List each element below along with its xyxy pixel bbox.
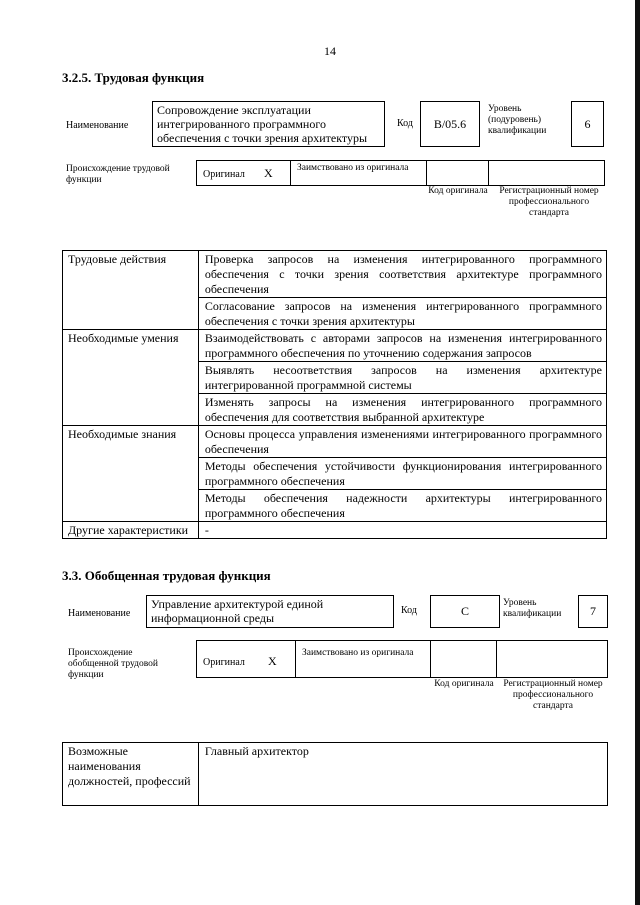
borrowed-label-33: Заимствовано из оригинала (302, 648, 414, 658)
description-cell: Проверка запросов на изменения интегрированного программного обеспечения с точки зрения соответствия архитектуре программного обеспечения (198, 251, 606, 298)
origin-box-33 (196, 640, 608, 678)
description-cell: Методы обеспечения надежности архитектуры интегрированного программного обеспечения (198, 490, 606, 522)
table-row (63, 522, 607, 539)
name-label-33: Наименование (68, 608, 131, 619)
description-cell: - (198, 522, 606, 539)
original-mark-33: X (268, 654, 277, 668)
page-number: 14 (324, 44, 336, 58)
code-original-label-33: Код оригинала (434, 679, 494, 689)
category-cell: Другие характеристики (63, 522, 199, 539)
level-value-33: 7 (578, 595, 608, 628)
page-edge-shadow (635, 0, 640, 905)
code-value-325: B/05.6 (420, 101, 480, 147)
category-cell: Необходимые знания (63, 426, 199, 522)
table-row (63, 426, 607, 458)
code-value-33: C (430, 595, 500, 628)
description-cell: Согласование запросов на изменения интегрированного программного обеспечения с точки зрения архитектуры (198, 298, 606, 330)
reg-number-label-33: Регистрационный номер профессионального стандарта (503, 679, 603, 711)
table-row (63, 330, 607, 362)
original-mark-325: X (264, 166, 273, 180)
code-original-label-325: Код оригинала (428, 186, 488, 196)
description-cell: Выявлять несоответствия запросов на изменения архитектуре интегрированной программной системы (198, 362, 606, 394)
category-cell: Необходимые умения (63, 330, 199, 426)
name-value-33: Управление архитектурой единой информационной среды (146, 595, 394, 628)
category-cell: Трудовые действия (63, 251, 199, 330)
level-label-33: Уровень квалификации (503, 598, 562, 619)
reg-number-label-325: Регистрационный номер профессионального стандарта (499, 186, 599, 218)
description-cell: Изменять запросы на изменения интегрированного программного обеспечения для соответствия выбранной архитектуре (198, 394, 606, 426)
origin-label-33: Происхождение обобщенной трудовой функции (68, 648, 158, 680)
original-label-33: Оригинал (203, 657, 245, 668)
description-cell: Основы процесса управления изменениями интегрированного программного обеспечения (198, 426, 606, 458)
origin-label-325: Происхождение трудовой функции (66, 164, 170, 185)
level-value-325: 6 (571, 101, 604, 147)
section-title-33: 3.3. Обобщенная трудовая функция (62, 568, 271, 583)
name-label-325: Наименование (66, 120, 129, 131)
table-row (63, 743, 608, 806)
level-label-325: Уровень (подуровень) квалификации (488, 104, 547, 136)
description-cell: Методы обеспечения устойчивости функционирования интегрированного программного обеспечения (198, 458, 606, 490)
original-label-325: Оригинал (203, 169, 245, 180)
code-label-33: Код (401, 605, 417, 616)
table-33 (62, 742, 608, 806)
code-label-325: Код (397, 118, 413, 129)
section-title-325: 3.2.5. Трудовая функция (62, 70, 205, 85)
category-cell: Возможные наименования должностей, профессий (63, 743, 199, 806)
description-cell: Главный архитектор (198, 743, 607, 806)
table-row (63, 251, 607, 298)
table-325 (62, 250, 607, 539)
borrowed-label-325: Заимствовано из оригинала (297, 163, 409, 173)
name-value-325: Сопровождение эксплуатации интегрированного программного обеспечения с точки зрения архитектуры (152, 101, 385, 147)
description-cell: Взаимодействовать с авторами запросов на изменения интегрированного программного обеспечения по уточнению содержания запросов (198, 330, 606, 362)
